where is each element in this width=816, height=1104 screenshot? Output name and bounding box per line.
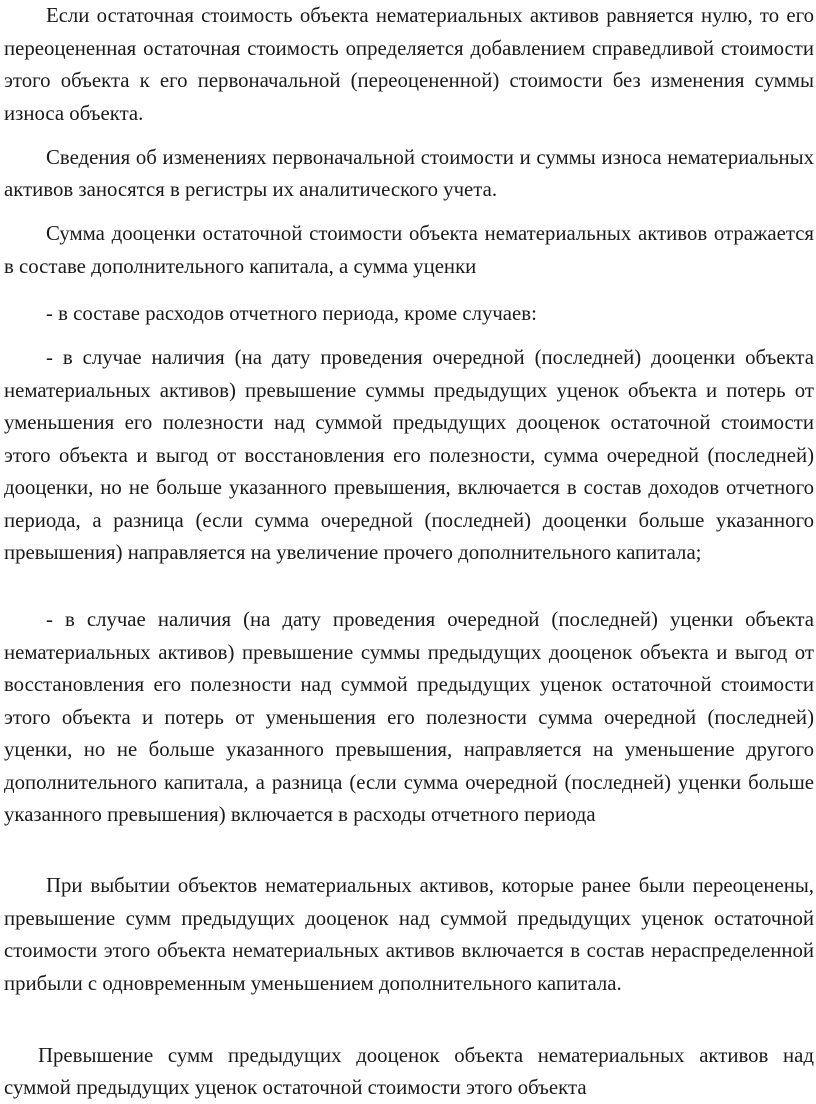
paragraph-excess: Превышение сумм предыдущих дооценок объекта нематериальных активов над суммой предыдущих уценок остаточной стоимости этого объекта <box>4 1044 814 1099</box>
paragraph-case-revaluation: - в случае наличия (на дату проведения очередной (последней) дооценки объекта нематериальных активов) превышение суммы предыдущих уценок объекта и потерь от уменьшения его полезности над суммой предыдущих дооценок остаточной стоимости этого объекта и выгод от восстановления его полезности, сумма очередной (последней) дооценки, но не больше указанного превышения, включается в состав доходов отчетного периода, а разница (если сумма очередной (последней) дооценки больше указанного превышения) направляется на увеличение прочего дополнительного капитала; <box>4 346 814 564</box>
paragraph-revaluation-capital: Сумма дооценки остаточной стоимости объекта нематериальных активов отражается в составе дополнительного капитала, а сумма уценки <box>4 222 814 278</box>
paragraph-residual-zero: Если остаточная стоимость объекта нематериальных активов равняется нулю, то его переоцененная остаточная стоимость определяется добавлением справедливой стоимости этого объекта к его первоначальной (переоцененной) стоимости без изменения суммы износа объекта. <box>4 4 814 125</box>
paragraph-case-markdown: - в случае наличия (на дату проведения очередной (последней) уценки объекта нематериальных активов) превышение суммы предыдущих дооценок объекта и выгод от восстановления его полезности над суммой предыдущих уценок остаточной стоимости этого объекта и потерь от уменьшения его полезности сумма очередной (последней) уценки, но не больше указанного превышения, направляется на уменьшение другого дополнительного капитала, а разница (если сумма очередной (последней) уценки больше указанного превышения) включается в расходы отчетного периода <box>4 608 814 826</box>
paragraph-disposal: При выбытии объектов нематериальных активов, которые ранее были переоценены, превышение сумм предыдущих дооценок над суммой предыдущих уценок остаточной стоимости этого объекта нематериальных активов включается в состав нераспределенной прибыли с одновременным уменьшением дополнительного капитала. <box>4 874 814 995</box>
paragraph-expenses-exceptions: - в составе расходов отчетного периода, кроме случаев: <box>46 302 537 325</box>
paragraph-changes-registers: Сведения об изменениях первоначальной стоимости и суммы износа нематериальных активов заносятся в регистры их аналитического учета. <box>4 146 814 201</box>
